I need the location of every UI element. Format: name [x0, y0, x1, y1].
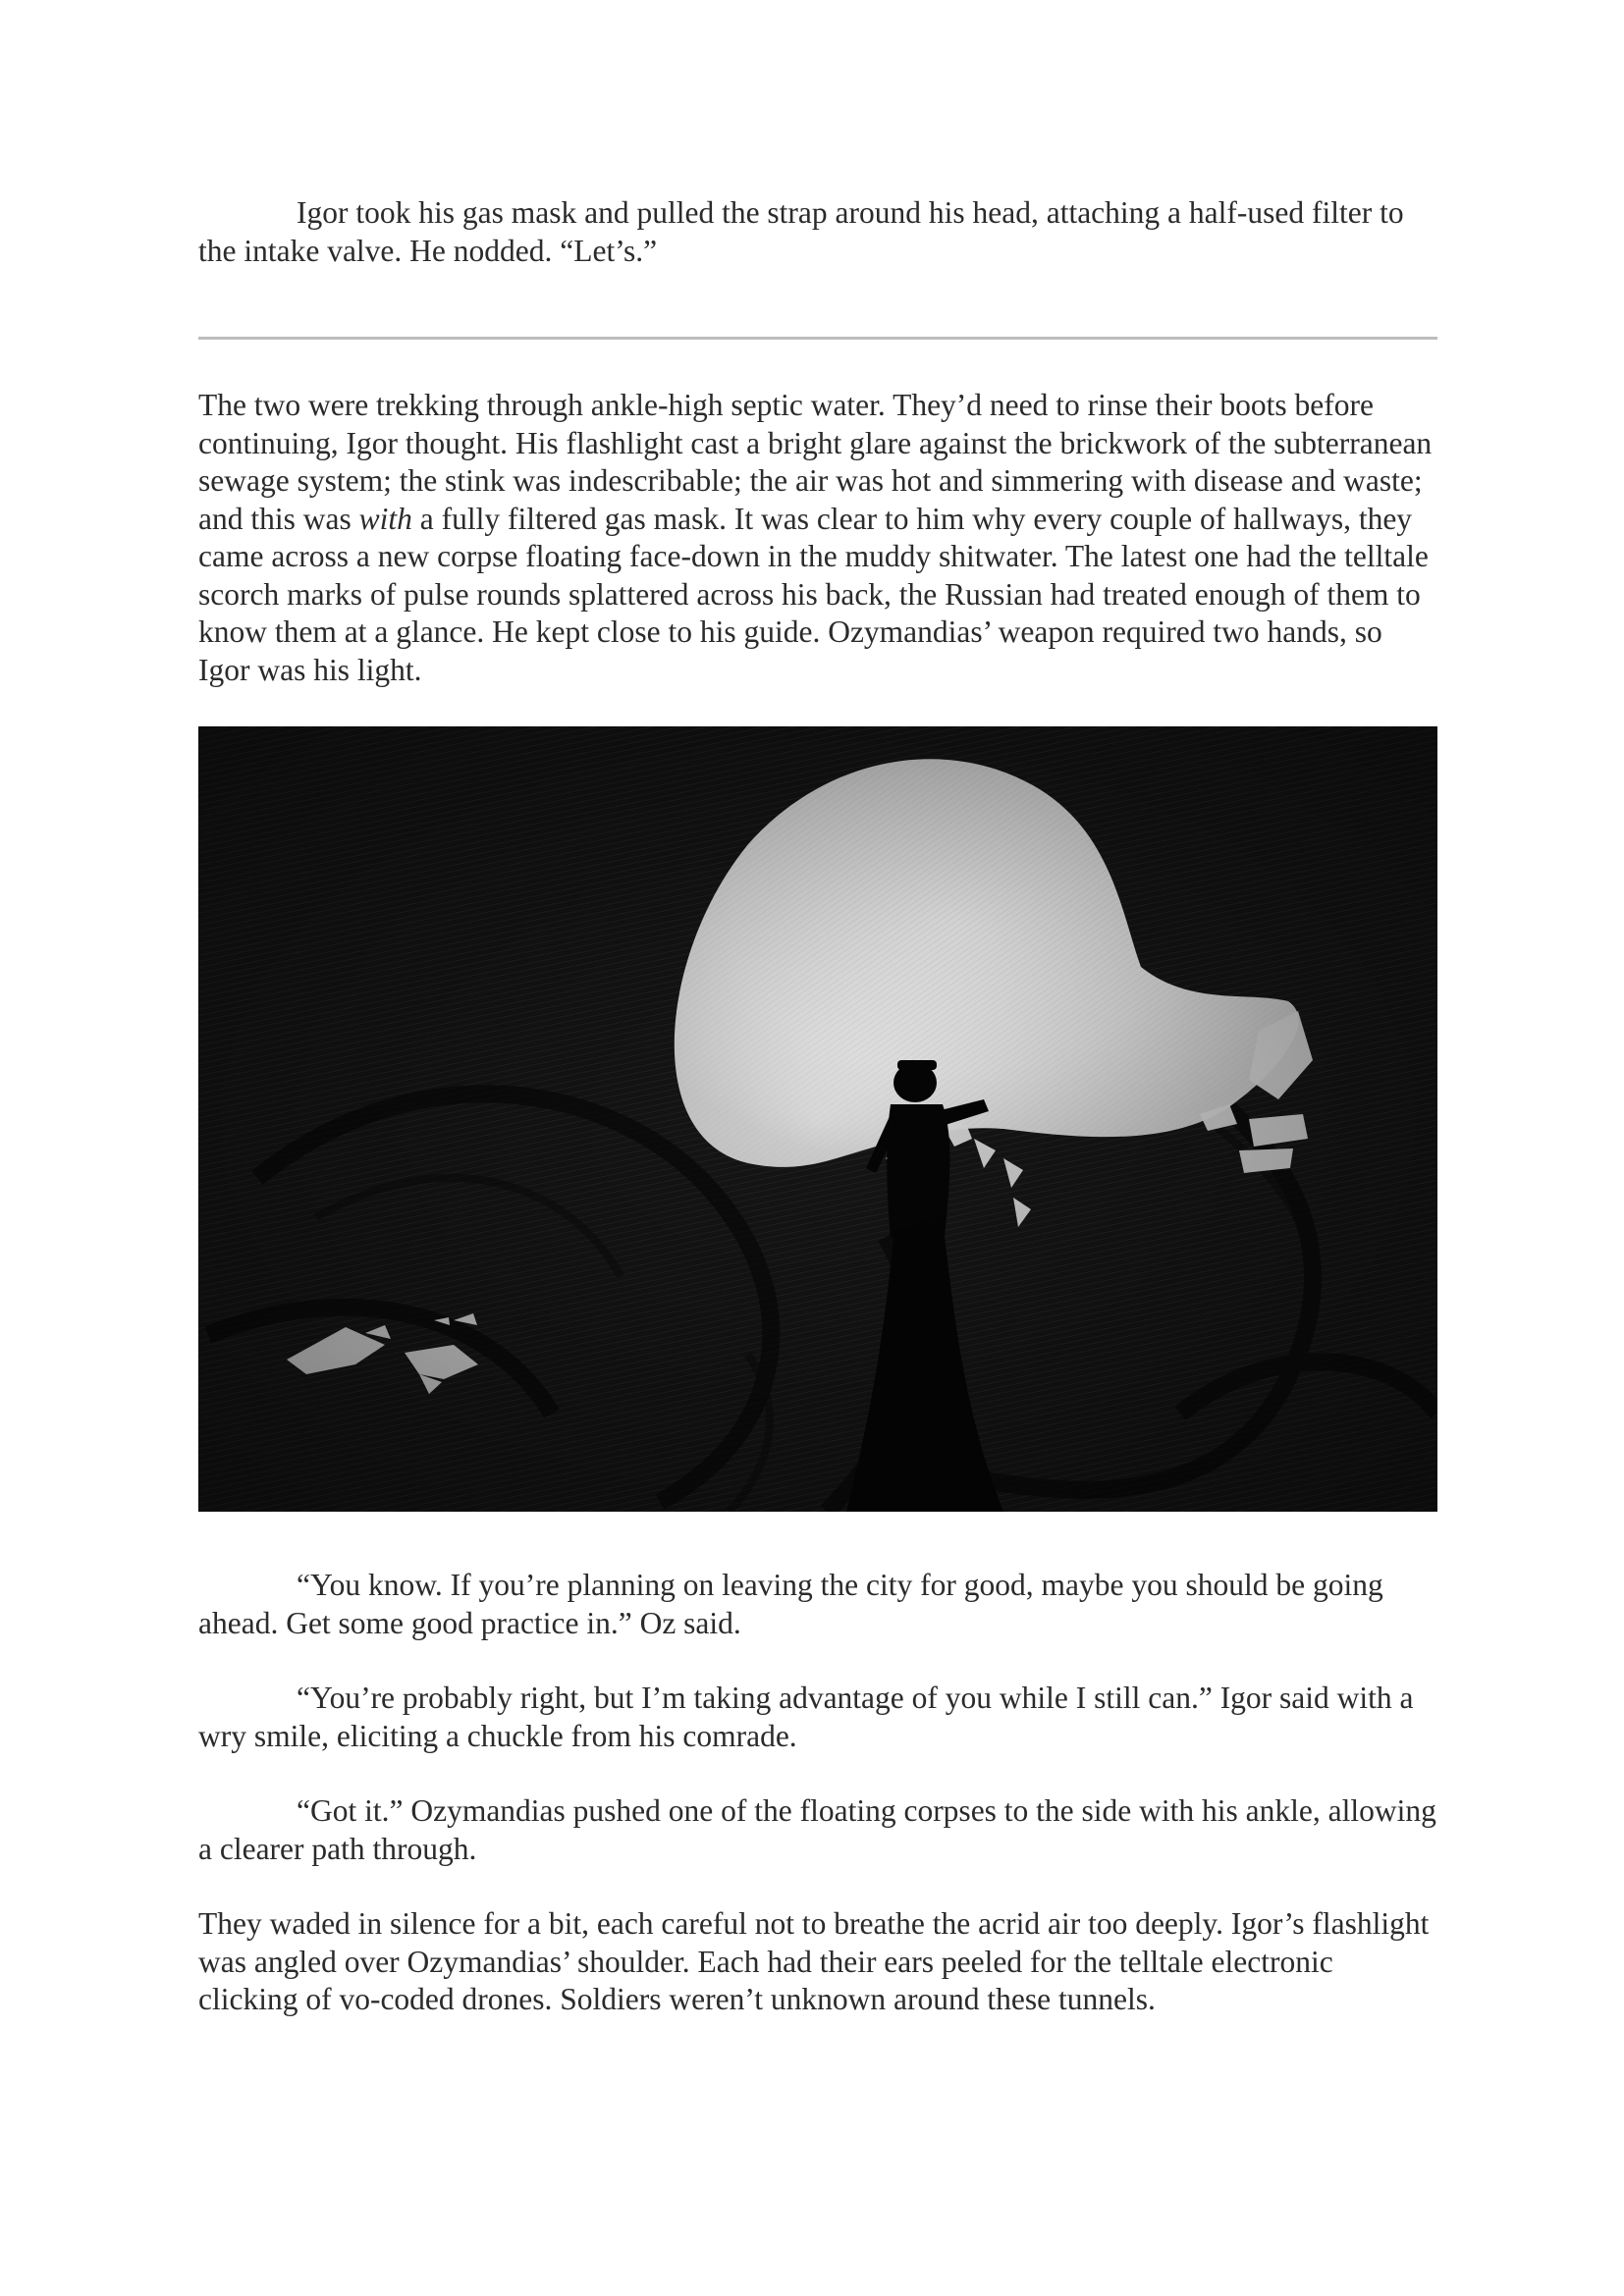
- paragraph-waded-silence: They waded in silence for a bit, each careful not to breathe the acrid air too deeply. Igor’s flashlight was angled over Ozymandias’ shoulder. Each had their ears peeled for the telltale electronic clicking of vo-coded drones. Soldiers weren’t unknown around these tunnels.: [198, 1906, 1430, 2016]
- sewer-flashlight-illustration: [198, 726, 1437, 1512]
- paragraph-got-it: “Got it.” Ozymandias pushed one of the floating corpses to the side with his ankle, allowing a clearer path through.: [198, 1793, 1436, 1866]
- paragraph-igor-reply: “You’re probably right, but I’m taking advantage of you while I still can.” Igor said with a wry smile, eliciting a chuckle from his comrade.: [198, 1681, 1414, 1753]
- paragraph-sewer-trek-part-1: The two were trekking through ankle-high septic water. They’d need to rinse their boots before continuing, Igor thought. His flashlight cast a bright glare against the brickwork of the subterranean sewage system; the stink was indescribable; the air was hot and simmering with disease and waste; and this was: [198, 388, 1433, 536]
- paragraph-sewer-trek: [198, 387, 1437, 689]
- document-page: [198, 194, 1437, 2019]
- section-divider: [198, 337, 1437, 340]
- paragraph-sewer-trek-part-2: a fully filtered gas mask. It was clear to him why every couple of hallways, they came across a new corpse floating face-down in the muddy shitwater. The latest one had the telltale scorch marks of pulse rounds splattered across his back, the Russian had treated enough of them to know them at a glance. He kept close to his guide. Ozymandias’ weapon required two hands, so Igor was his light.: [198, 501, 1429, 687]
- emphasis-with: with: [358, 501, 412, 536]
- paragraph-gas-mask: Igor took his gas mask and pulled the strap around his head, attaching a half-used filter to the intake valve. He nodded. “Let’s.”: [198, 195, 1404, 268]
- paragraph-oz-dialogue: “You know. If you’re planning on leaving the city for good, maybe you should be going ahead. Get some good practice in.” Oz said.: [198, 1568, 1383, 1640]
